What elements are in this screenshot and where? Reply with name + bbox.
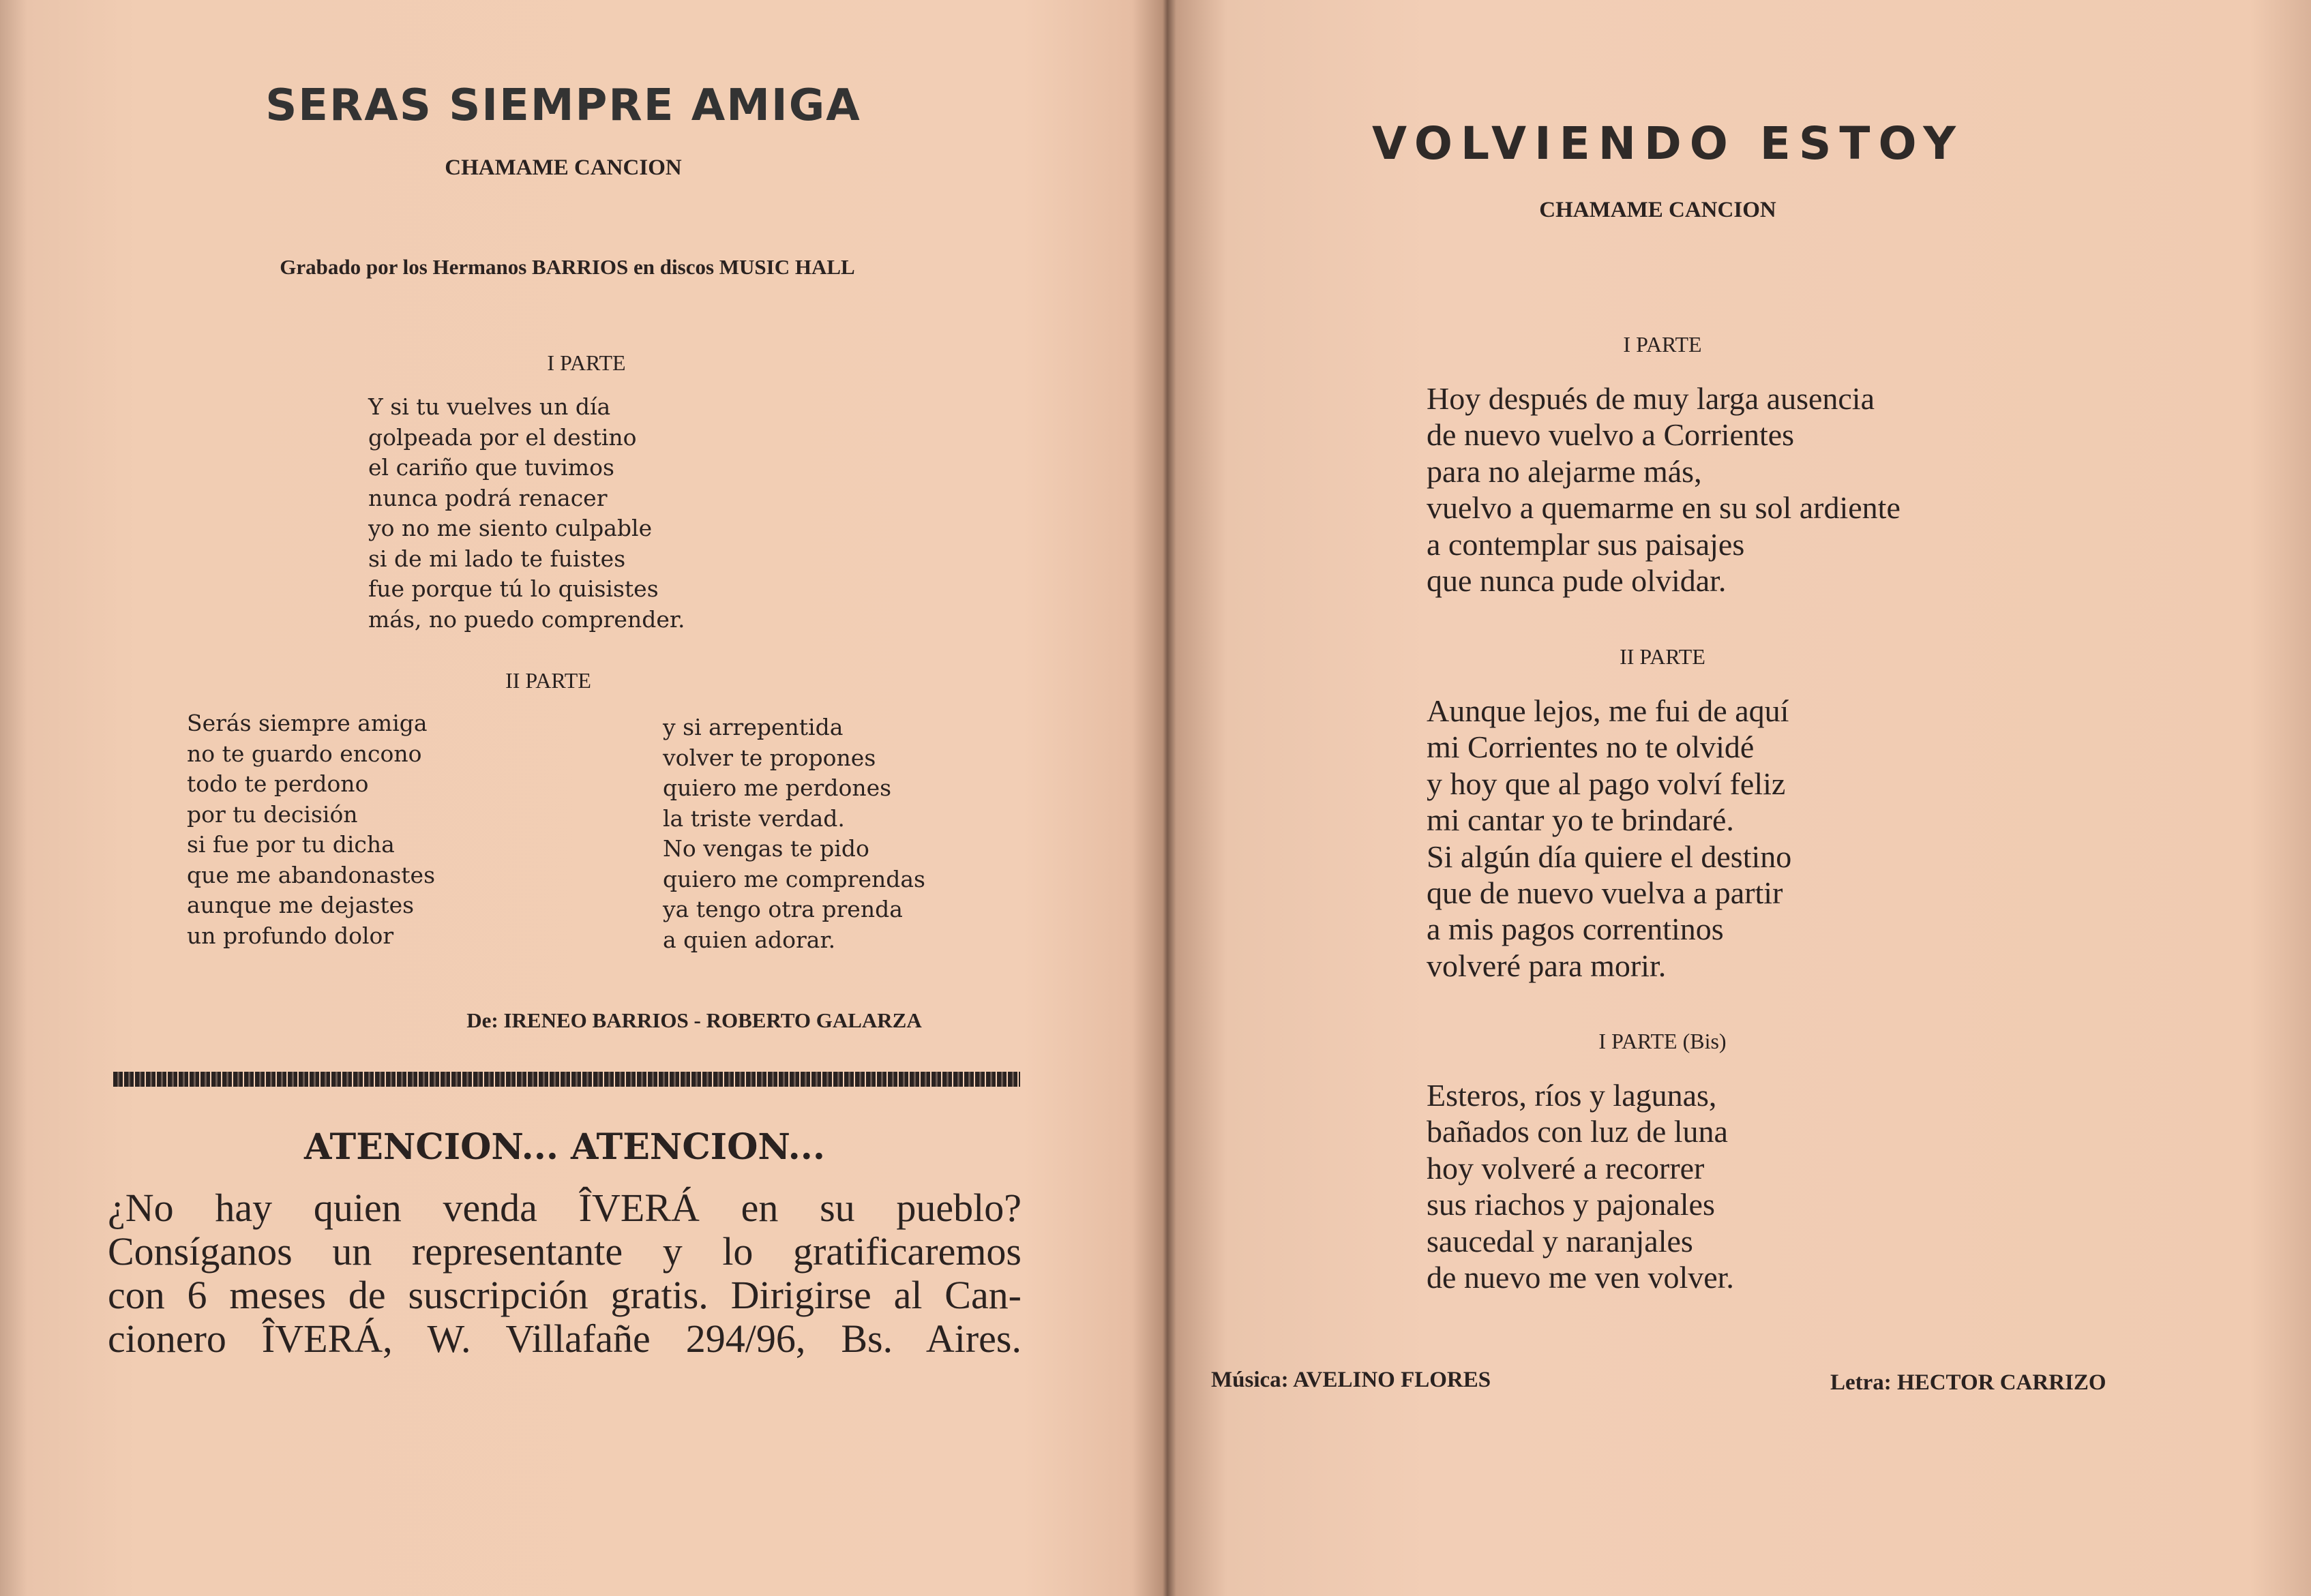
verse-line: fue porque tú lo quisistes	[368, 575, 659, 602]
verse-part2	[1427, 693, 1791, 984]
verse-part3	[1427, 1077, 1734, 1295]
verse-line: un profundo dolor	[187, 922, 394, 949]
verse-line: ¿No hay quien venda ÎVERÁ en su pueblo?	[108, 1186, 1022, 1230]
verse-line: mi Corrientes no te olvidé	[1427, 729, 1755, 765]
verse-line: no te guardo encono	[187, 740, 422, 767]
verse-line: cionero ÎVERÁ, W. Villafañe 294/96, Bs. Aires.	[108, 1316, 1022, 1361]
song-title: VOLVIENDO ESTOY	[1371, 117, 1965, 170]
verse-line: Y si tu vuelves un día	[368, 393, 611, 420]
verse-line: vuelvo a quemarme en su sol ardiente	[1427, 490, 1900, 526]
verse-line: quiero me perdones	[663, 774, 892, 801]
verse-line: No vengas te pido	[663, 835, 869, 862]
verse-part1	[1427, 380, 1900, 599]
verse-line: con 6 meses de suscripción gratis. Dirigirse al Can-	[108, 1273, 1022, 1317]
verse-line: más, no puedo comprender.	[368, 605, 685, 633]
part-label: I PARTE (Bis)	[1598, 1029, 1727, 1053]
verse-line: y si arrepentida	[663, 714, 844, 740]
song-title: SERAS SIEMPRE AMIGA	[265, 80, 861, 131]
part-label: II PARTE	[505, 668, 591, 693]
verse-part2-right	[663, 712, 925, 955]
verse-line: mi cantar yo te brindaré.	[1427, 802, 1734, 838]
verse-line: si de mi lado te fuistes	[368, 545, 626, 572]
verse-line: hoy volveré a recorrer	[1427, 1150, 1705, 1186]
ornamental-divider	[113, 1072, 1020, 1087]
verse-line: Si algún día quiere el destino	[1427, 839, 1792, 874]
verse-line: aunque me dejastes	[187, 892, 415, 918]
song-authors: De: IRENEO BARRIOS - ROBERTO GALARZA	[466, 1008, 922, 1032]
lyrics-credit: Letra: HECTOR CARRIZO	[1830, 1370, 2106, 1395]
verse-line: y hoy que al pago volví feliz	[1427, 766, 1786, 801]
part-label: I PARTE	[1623, 332, 1702, 357]
verse-line: golpeada por el destino	[368, 423, 637, 451]
verse-line: Consíganos un representante y lo gratificaremos	[108, 1229, 1022, 1274]
verse-line: a quien adorar.	[663, 926, 836, 953]
song-genre: CHAMAME CANCION	[445, 155, 682, 180]
verse-line: a contemplar sus paisajes	[1427, 526, 1745, 562]
part-label: II PARTE	[1620, 644, 1705, 669]
verse-line: que me abandonastes	[187, 861, 436, 888]
verse-line: el cariño que tuvimos	[368, 454, 614, 481]
verse-line: para no alejarme más,	[1427, 453, 1702, 489]
notice-paragraph	[108, 1186, 1022, 1361]
recording-note: Grabado por los Hermanos BARRIOS en discos MUSIC HALL	[280, 255, 855, 279]
verse-line: de nuevo vuelvo a Corrientes	[1427, 417, 1795, 453]
verse-line: bañados con luz de luna	[1427, 1114, 1728, 1149]
verse-line: volver te propones	[663, 744, 876, 771]
music-credit: Música: AVELINO FLORES	[1211, 1368, 1491, 1392]
verse-line: a mis pagos correntinos	[1427, 912, 1724, 947]
verse-line: la triste verdad.	[663, 804, 845, 832]
part-label: I PARTE	[547, 350, 626, 375]
verse-part2-left	[187, 708, 435, 951]
verse-line: volveré para morir.	[1427, 948, 1667, 983]
verse-line: quiero me comprendas	[663, 865, 925, 892]
song-genre: CHAMAME CANCION	[1539, 198, 1776, 222]
verse-line: por tu decisión	[187, 800, 358, 828]
verse-line: saucedal y naranjales	[1427, 1223, 1693, 1259]
verse-line: Esteros, ríos y lagunas,	[1427, 1078, 1717, 1113]
verse-line: de nuevo me ven volver.	[1427, 1260, 1734, 1295]
verse-line: sus riachos y pajonales	[1427, 1187, 1715, 1222]
verse-line: nunca podrá renacer	[368, 484, 608, 511]
verse-line: todo te perdono	[187, 770, 369, 797]
verse-line: si fue por tu dicha	[187, 831, 395, 858]
verse-line: Serás siempre amiga	[187, 710, 428, 736]
verse-line: que de nuevo vuelva a partir	[1427, 875, 1783, 911]
notice-title: ATENCION... ATENCION...	[304, 1126, 825, 1168]
verse-line: Aunque lejos, me fui de aquí	[1427, 693, 1789, 728]
verse-line: yo no me siento culpable	[368, 515, 653, 541]
verse-line: Hoy después de muy larga ausencia	[1427, 381, 1875, 416]
verse-part1	[368, 392, 685, 635]
verse-line: que nunca pude olvidar.	[1427, 563, 1727, 599]
verse-line: ya tengo otra prenda	[663, 896, 903, 922]
